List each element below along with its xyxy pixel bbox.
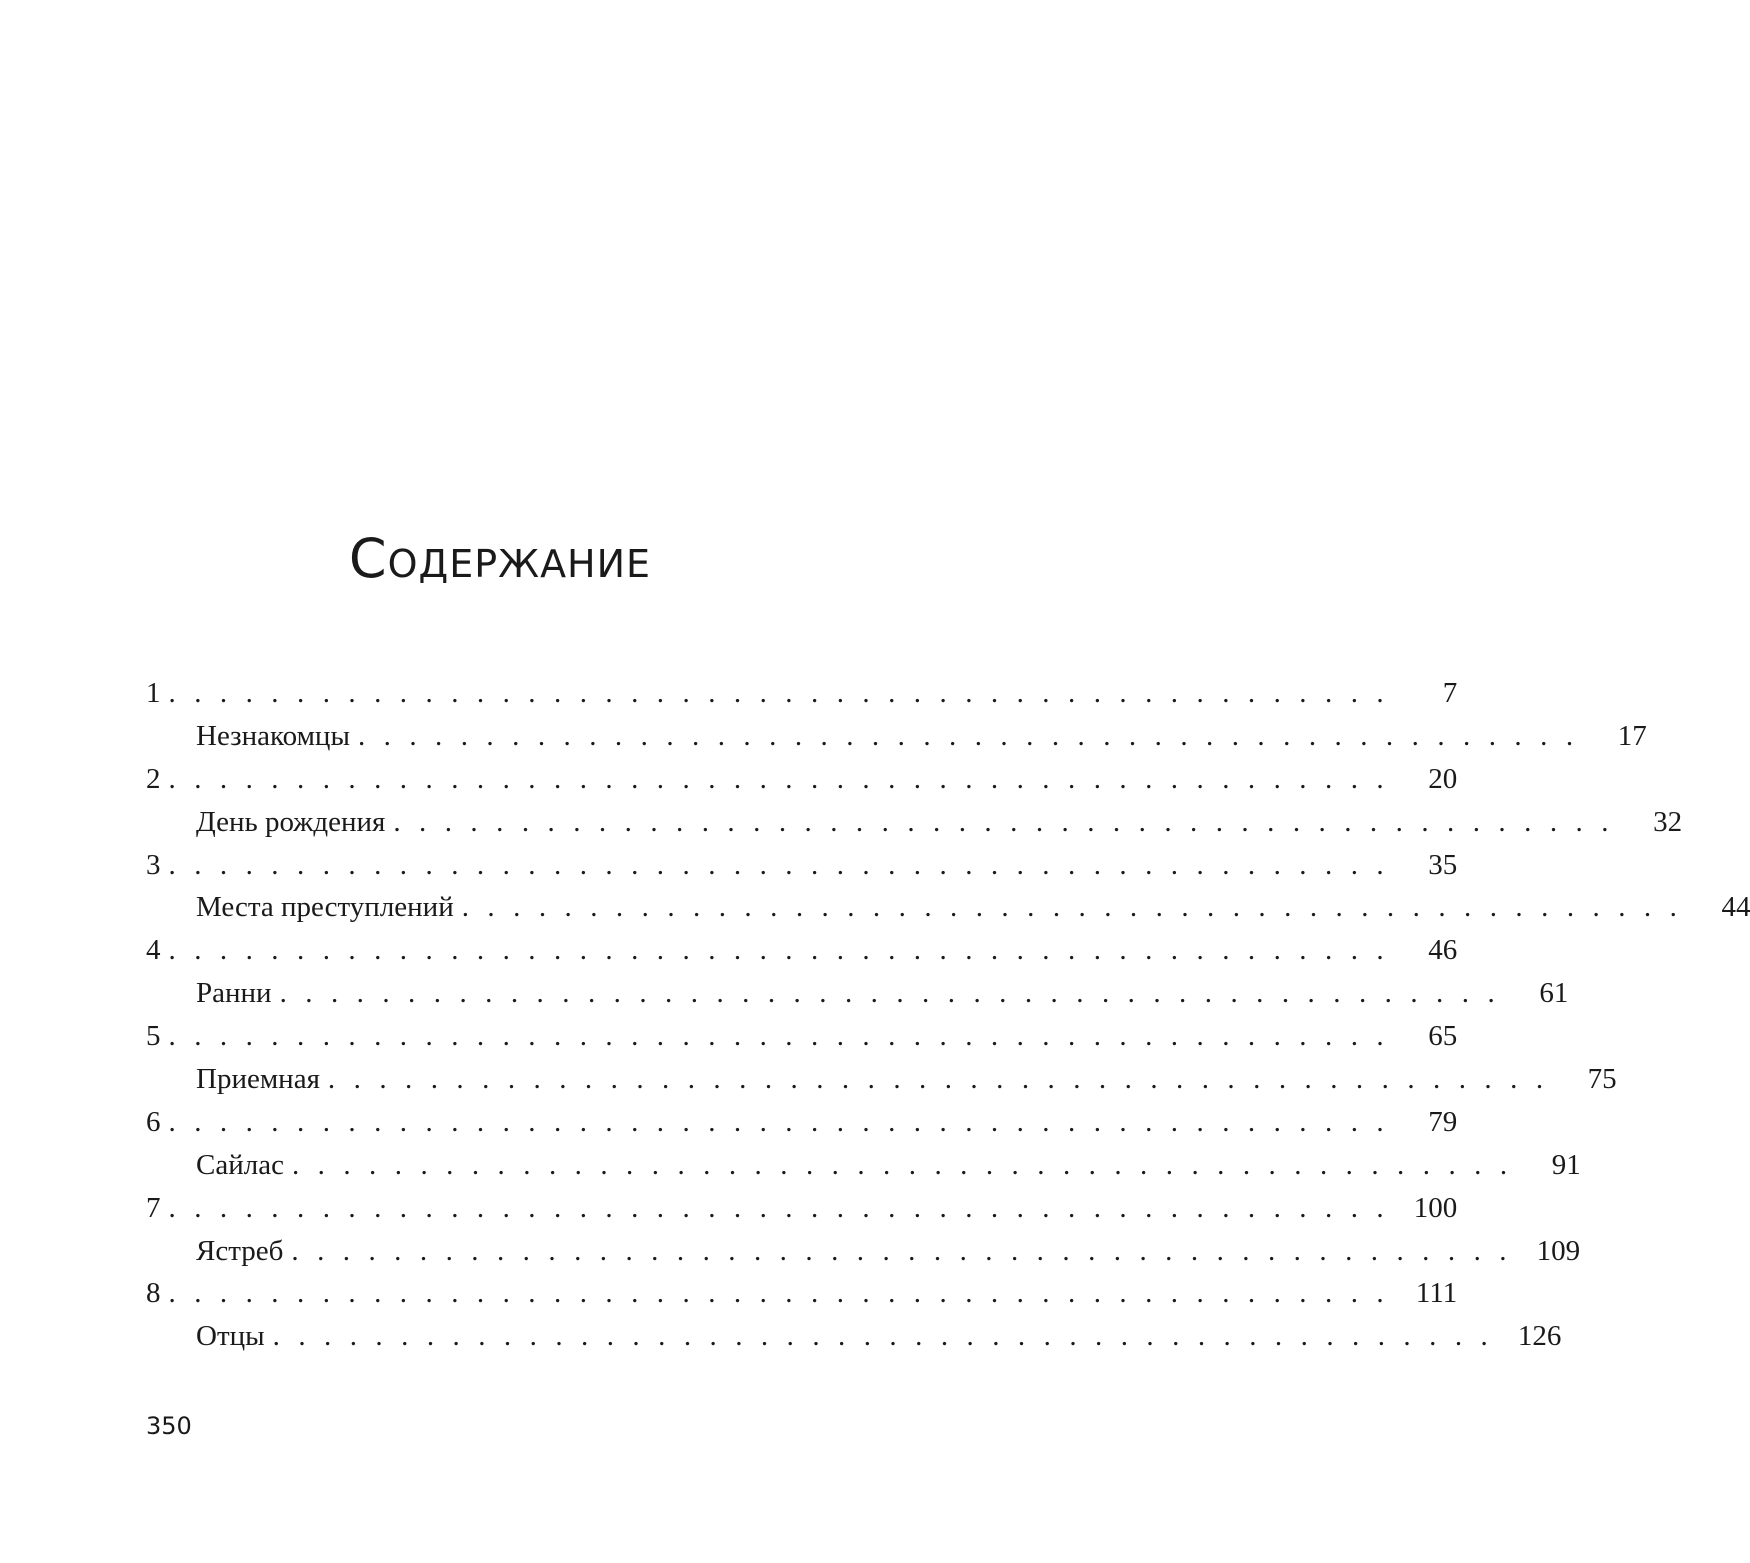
toc-entry-label: 7 (146, 1191, 161, 1224)
toc-entry-page: 109 (1536, 1234, 1581, 1267)
toc-entry-chapter-1[interactable] (146, 672, 1458, 715)
toc-entry-page: 91 (1551, 1148, 1581, 1181)
toc-entry-chapter-8[interactable] (146, 1272, 1458, 1315)
page-number: 350 (146, 1412, 192, 1440)
toc-entry-hawk[interactable] (146, 1230, 1581, 1273)
dot-leader: . . . . . . . . . . . . . . . . . . . . . . . . . . . . . . . . . . . . . . . . . . . . . . . . (168, 934, 1390, 967)
toc-entry-label: Места преступлений (196, 891, 454, 924)
toc-entry-chapter-6[interactable] (146, 1101, 1458, 1144)
toc-entry-page: 7 (1442, 677, 1458, 709)
toc-entry-label: Ранни (196, 977, 272, 1010)
toc-entry-label: 5 (146, 1020, 161, 1053)
dot-leader: . . . . . . . . . . . . . . . . . . . . . . . . . . . . . . . . . . . . . . . . . . . . . . . . (279, 977, 1501, 1010)
toc-entry-birthday[interactable] (146, 801, 1683, 844)
toc-entry-page: 126 (1517, 1320, 1562, 1353)
toc-entry-page: 32 (1653, 805, 1683, 838)
page-title: Содержание (348, 527, 652, 590)
toc-entry-crime-scenes[interactable] (146, 886, 1750, 929)
dot-leader: . . . . . . . . . . . . . . . . . . . . . . . . . . . . . . . . . . . . . . . . . . . . . . . . (272, 1320, 1494, 1353)
toc-entry-page: 44 (1721, 891, 1750, 924)
toc-entry-chapter-7[interactable] (146, 1187, 1458, 1230)
toc-entry-page: 61 (1539, 977, 1569, 1010)
toc-entry-label: 6 (146, 1105, 161, 1138)
toc-entry-fathers[interactable] (146, 1315, 1562, 1358)
toc-entry-page: 46 (1428, 934, 1458, 967)
toc-entry-ranni[interactable] (146, 972, 1569, 1015)
table-of-contents (146, 672, 1750, 1358)
toc-entry-label: Незнакомцы (196, 719, 350, 752)
toc-entry-label: 4 (146, 934, 161, 967)
toc-entry-chapter-4[interactable] (146, 929, 1458, 972)
toc-entry-chapter-3[interactable] (146, 844, 1458, 887)
dot-leader: . . . . . . . . . . . . . . . . . . . . . . . . . . . . . . . . . . . . . . . . . . . . . . . . (291, 1148, 1513, 1181)
dot-leader: . . . . . . . . . . . . . . . . . . . . . . . . . . . . . . . . . . . . . . . . . . . . . . . . (357, 719, 1579, 752)
toc-entry-label: Отцы (196, 1320, 265, 1353)
dot-leader: . . . . . . . . . . . . . . . . . . . . . . . . . . . . . . . . . . . . . . . . . . . . . . . . (168, 1020, 1390, 1053)
toc-entry-label: 1 (146, 677, 161, 709)
toc-entry-page: 100 (1413, 1191, 1458, 1224)
toc-entry-page: 20 (1428, 762, 1458, 795)
toc-entry-label: Ястреб (196, 1234, 284, 1267)
toc-entry-label: 8 (146, 1277, 161, 1310)
toc-entry-strangers[interactable] (146, 715, 1647, 758)
toc-entry-page: 17 (1617, 719, 1647, 752)
dot-leader: . . . . . . . . . . . . . . . . . . . . . . . . . . . . . . . . . . . . . . . . . . . . . . . . (168, 677, 1390, 709)
dot-leader: . . . . . . . . . . . . . . . . . . . . . . . . . . . . . . . . . . . . . . . . . . . . . . . . (168, 1277, 1390, 1310)
dot-leader: . . . . . . . . . . . . . . . . . . . . . . . . . . . . . . . . . . . . . . . . . . . . . . . . (327, 1063, 1549, 1096)
toc-entry-label: 3 (146, 848, 161, 881)
toc-entry-label: Сайлас (196, 1148, 284, 1181)
toc-entry-reception[interactable] (146, 1058, 1617, 1101)
toc-entry-label: 2 (146, 762, 161, 795)
dot-leader: . . . . . . . . . . . . . . . . . . . . . . . . . . . . . . . . . . . . . . . . . . . . . . . . (393, 805, 1615, 838)
toc-entry-chapter-5[interactable] (146, 1015, 1458, 1058)
toc-entry-page: 75 (1587, 1063, 1617, 1096)
toc-entry-label: Приемная (196, 1063, 320, 1096)
dot-leader: . . . . . . . . . . . . . . . . . . . . . . . . . . . . . . . . . . . . . . . . . . . . . . . . (168, 848, 1390, 881)
toc-entry-page: 79 (1428, 1105, 1458, 1138)
toc-entry-page: 111 (1415, 1277, 1458, 1310)
toc-entry-silas[interactable] (146, 1144, 1581, 1187)
dot-leader: . . . . . . . . . . . . . . . . . . . . . . . . . . . . . . . . . . . . . . . . . . . . . . . . (461, 891, 1683, 924)
toc-entry-page: 65 (1428, 1020, 1458, 1053)
dot-leader: . . . . . . . . . . . . . . . . . . . . . . . . . . . . . . . . . . . . . . . . . . . . . . . . (168, 1191, 1390, 1224)
dot-leader: . . . . . . . . . . . . . . . . . . . . . . . . . . . . . . . . . . . . . . . . . . . . . . . . (291, 1234, 1513, 1267)
dot-leader: . . . . . . . . . . . . . . . . . . . . . . . . . . . . . . . . . . . . . . . . . . . . . . . . (168, 762, 1390, 795)
toc-entry-chapter-2[interactable] (146, 758, 1458, 801)
toc-entry-label: День рождения (196, 805, 386, 838)
dot-leader: . . . . . . . . . . . . . . . . . . . . . . . . . . . . . . . . . . . . . . . . . . . . . . . . (168, 1105, 1390, 1138)
toc-entry-page: 35 (1428, 848, 1458, 881)
